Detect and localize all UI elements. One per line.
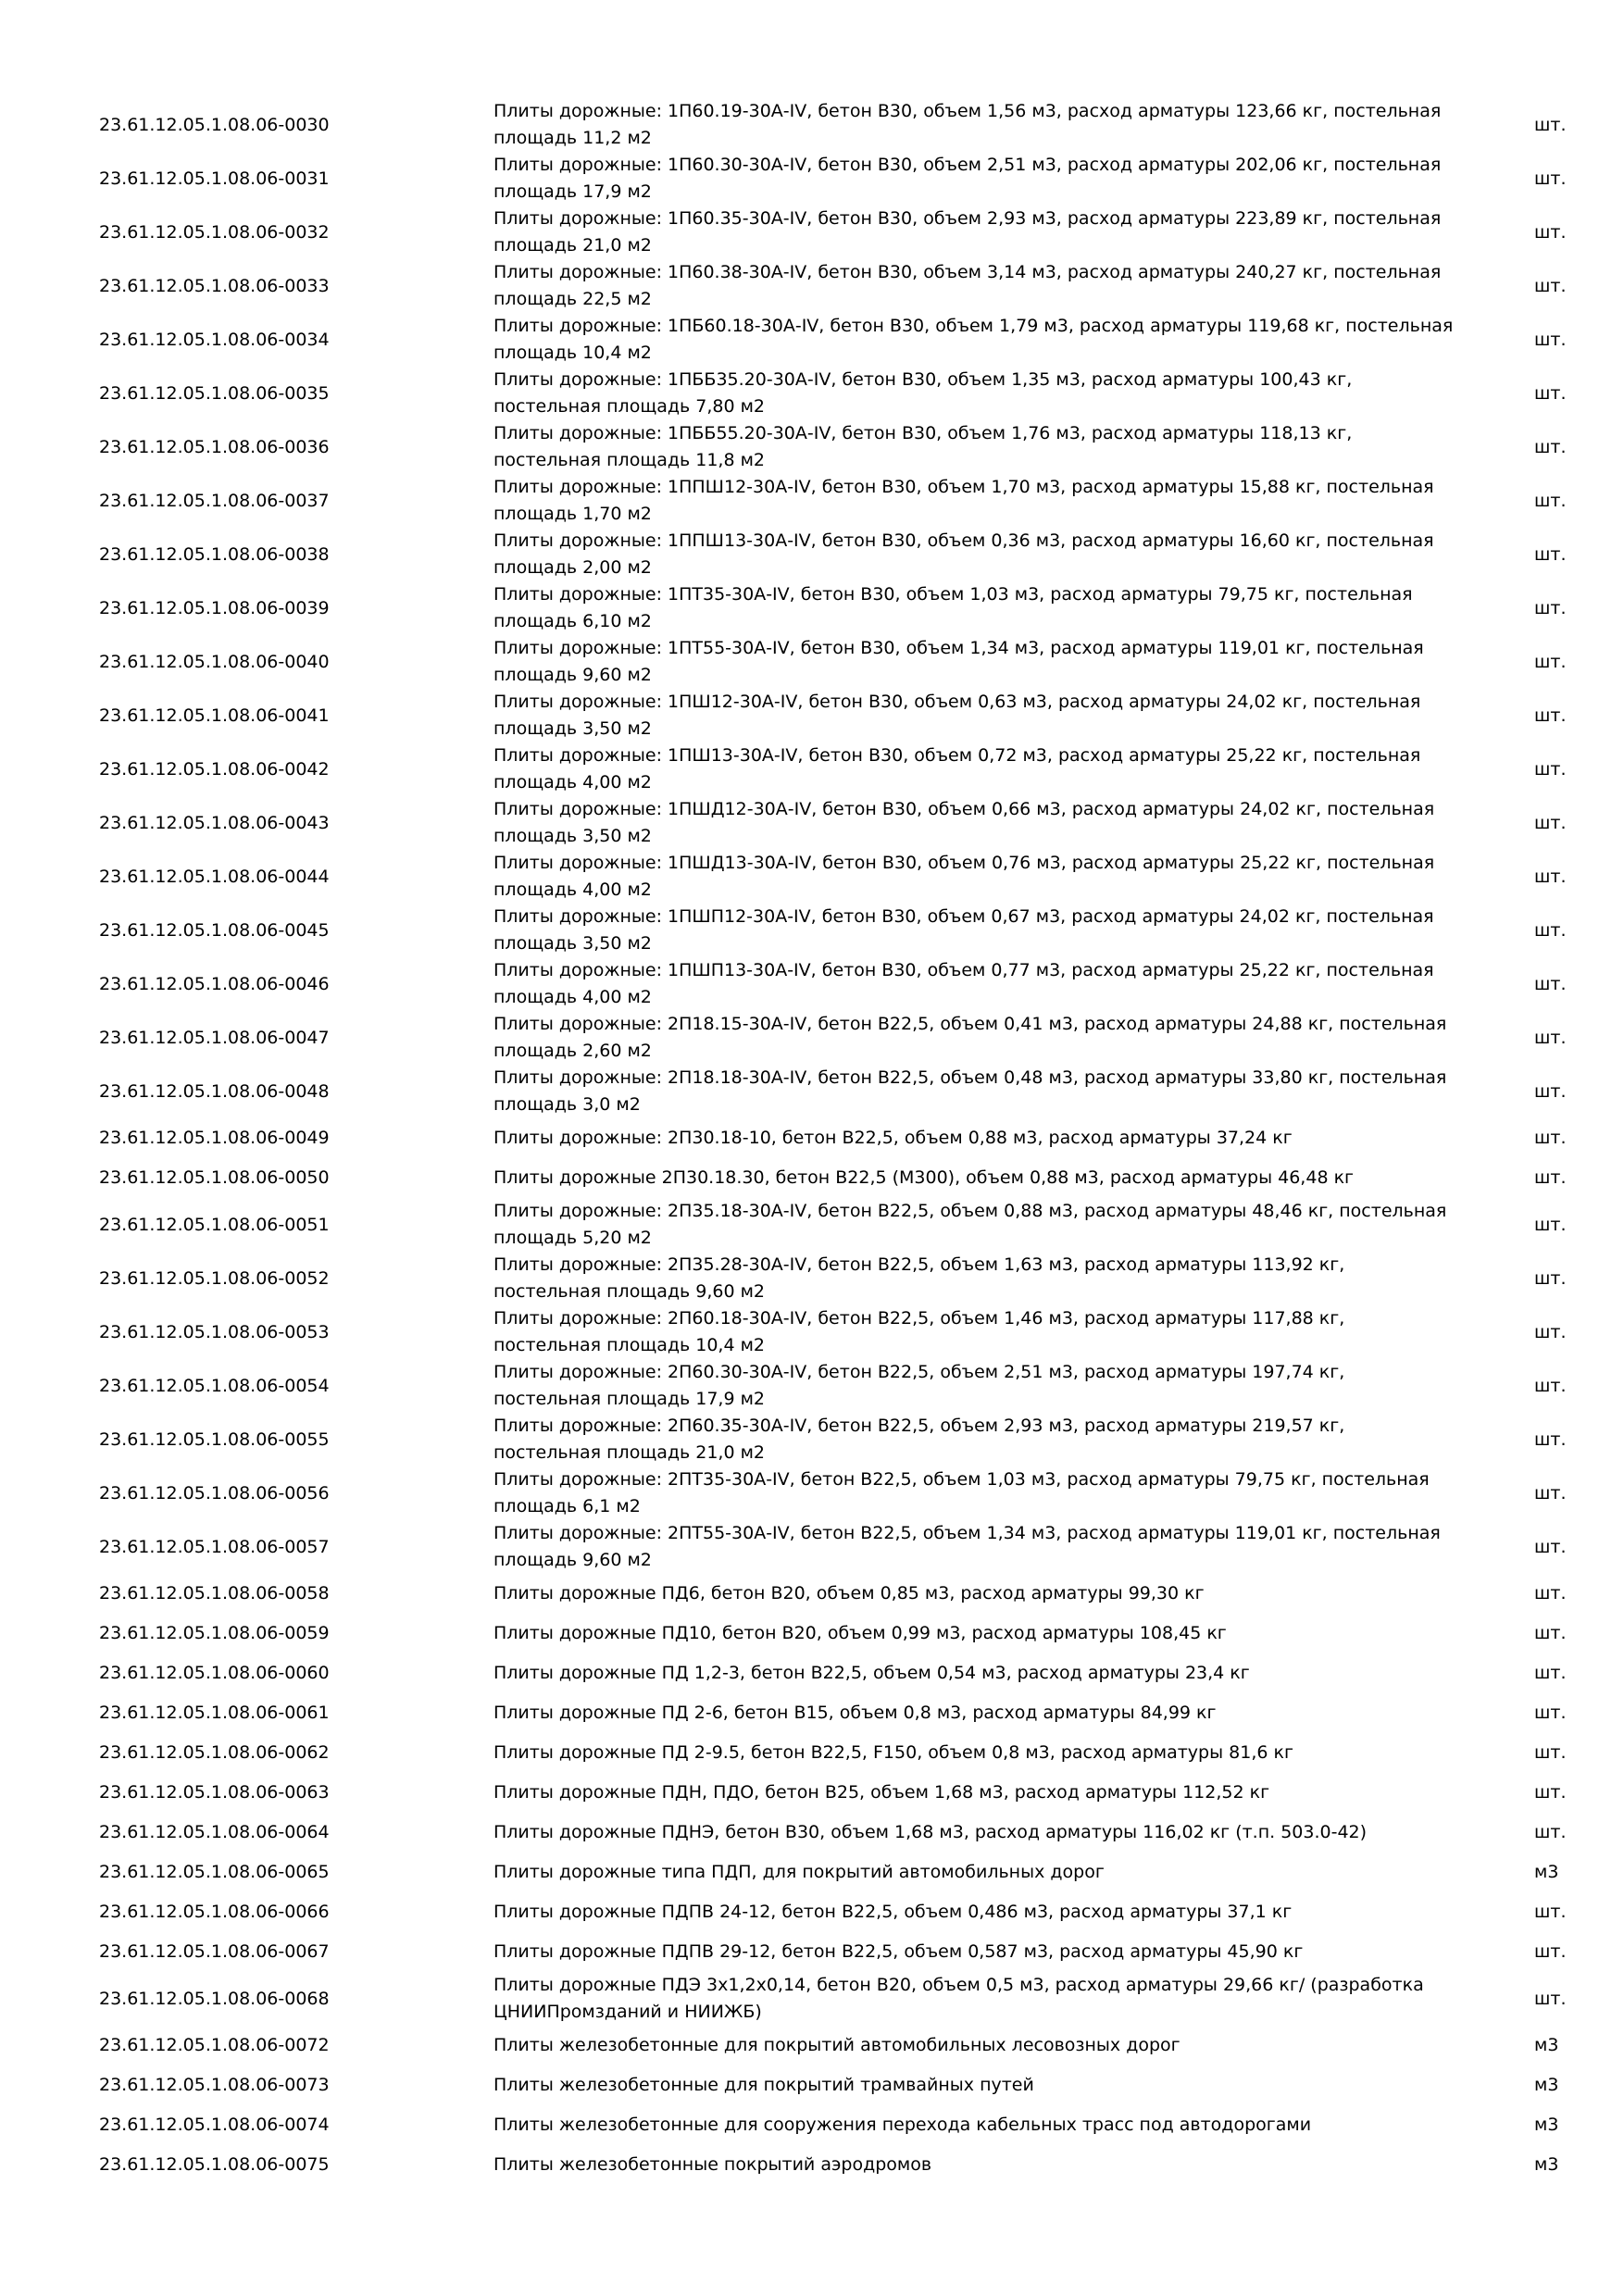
description-line: Плиты дорожные: 1ПББ55.20-30А-IV, бетон В30, объем 1,76 м3, расход арматуры 118,13 кг, (493, 423, 1353, 443)
item-code: 23.61.12.05.1.08.06-0032 (99, 222, 330, 243)
description-line: площадь 5,20 м2 (493, 1228, 652, 1248)
description-line: площадь 3,50 м2 (493, 826, 652, 846)
item-description (493, 98, 1493, 152)
item-description (493, 1779, 1493, 1806)
item-description (493, 742, 1493, 796)
item-unit: шт. (1534, 1429, 1567, 1450)
table-row (0, 1520, 1624, 1574)
item-description (493, 1939, 1493, 1965)
table-row (0, 581, 1624, 635)
table-row (0, 2026, 1624, 2065)
description-line: площадь 3,50 м2 (493, 718, 652, 739)
item-code: 23.61.12.05.1.08.06-0061 (99, 1703, 330, 1723)
item-unit: шт. (1534, 330, 1567, 350)
item-description (493, 1413, 1493, 1466)
item-code: 23.61.12.05.1.08.06-0059 (99, 1623, 330, 1643)
item-description (493, 474, 1493, 528)
description-line: Плиты дорожные ПД10, бетон В20, объем 0,99 м3, расход арматуры 108,45 кг (493, 1623, 1227, 1643)
description-line: Плиты железобетонные для покрытий автомобильных лесовозных дорог (493, 2035, 1181, 2055)
description-line: Плиты дорожные: 2П60.30-30А-IV, бетон В22,5, объем 2,51 м3, расход арматуры 197,74 кг, (493, 1362, 1345, 1382)
item-description (493, 581, 1493, 635)
table-row (0, 2065, 1624, 2105)
item-code: 23.61.12.05.1.08.06-0044 (99, 867, 330, 887)
item-code: 23.61.12.05.1.08.06-0054 (99, 1376, 330, 1396)
item-description (493, 796, 1493, 850)
item-description (493, 313, 1493, 367)
item-unit: шт. (1534, 1268, 1567, 1289)
item-unit: шт. (1534, 920, 1567, 941)
description-line: Плиты дорожные ПД 2-9.5, бетон В22,5, F150, объем 0,8 м3, расход арматуры 81,6 кг (493, 1742, 1293, 1763)
item-code: 23.61.12.05.1.08.06-0072 (99, 2035, 330, 2055)
item-unit: шт. (1534, 1822, 1567, 1842)
item-code: 23.61.12.05.1.08.06-0053 (99, 1322, 330, 1342)
description-line: Плиты дорожные: 2П60.35-30А-IV, бетон В22,5, объем 2,93 м3, расход арматуры 219,57 кг, (493, 1416, 1345, 1436)
description-line: площадь 6,10 м2 (493, 611, 652, 631)
table-row (0, 957, 1624, 1011)
item-unit: шт. (1534, 867, 1567, 887)
table-row (0, 98, 1624, 152)
item-code: 23.61.12.05.1.08.06-0056 (99, 1483, 330, 1504)
item-unit: шт. (1534, 115, 1567, 135)
item-unit: шт. (1534, 1583, 1567, 1603)
item-description (493, 528, 1493, 581)
item-description (493, 850, 1493, 904)
description-line: площадь 1,70 м2 (493, 504, 652, 524)
item-code: 23.61.12.05.1.08.06-0034 (99, 330, 330, 350)
description-line: Плиты дорожные: 2ПТ35-30А-IV, бетон В22,5, объем 1,03 м3, расход арматуры 79,75 кг, постельная (493, 1469, 1430, 1490)
description-line: Плиты дорожные ПДЭ 3х1,2х0,14, бетон В20, объем 0,5 м3, расход арматуры 29,66 кг/ (разработка (493, 1975, 1424, 1995)
item-code: 23.61.12.05.1.08.06-0063 (99, 1782, 330, 1803)
item-unit: шт. (1534, 276, 1567, 296)
item-unit: шт. (1534, 1941, 1567, 1962)
item-unit: шт. (1534, 437, 1567, 457)
item-description (493, 1359, 1493, 1413)
description-line: площадь 2,60 м2 (493, 1041, 652, 1061)
description-line: Плиты дорожные: 2ПТ55-30А-IV, бетон В22,5, объем 1,34 м3, расход арматуры 119,01 кг, постельная (493, 1523, 1441, 1543)
item-description (493, 206, 1493, 259)
item-unit: шт. (1534, 1322, 1567, 1342)
item-unit: м3 (1534, 2154, 1559, 2175)
item-description (493, 1305, 1493, 1359)
item-description (493, 1165, 1493, 1192)
item-code: 23.61.12.05.1.08.06-0060 (99, 1663, 330, 1683)
item-unit: шт. (1534, 1376, 1567, 1396)
description-line: Плиты дорожные: 1ППШ12-30А-IV, бетон В30, объем 1,70 м3, расход арматуры 15,88 кг, постельная (493, 477, 1434, 497)
item-unit: шт. (1534, 1623, 1567, 1643)
description-line: Плиты дорожные: 1ПШ12-30А-IV, бетон В30, объем 0,63 м3, расход арматуры 24,02 кг, постельная (493, 692, 1421, 712)
description-line: площадь 4,00 м2 (493, 772, 652, 792)
description-line: площадь 21,0 м2 (493, 235, 652, 256)
description-line: постельная площадь 10,4 м2 (493, 1335, 765, 1355)
description-line: Плиты дорожные ПД6, бетон В20, объем 0,85 м3, расход арматуры 99,30 кг (493, 1583, 1205, 1603)
table-row (0, 1359, 1624, 1413)
description-line: Плиты дорожные: 1ПШ13-30А-IV, бетон В30, объем 0,72 м3, расход арматуры 25,22 кг, постельная (493, 745, 1421, 766)
table-row (0, 689, 1624, 742)
item-code: 23.61.12.05.1.08.06-0048 (99, 1081, 330, 1102)
item-description (493, 1700, 1493, 1727)
table-row (0, 2105, 1624, 2145)
description-line: Плиты дорожные ПДНЭ, бетон В30, объем 1,68 м3, расход арматуры 116,02 кг (т.п. 503.0-42) (493, 1822, 1368, 1842)
item-code: 23.61.12.05.1.08.06-0052 (99, 1268, 330, 1289)
description-line: площадь 6,1 м2 (493, 1496, 641, 1516)
item-code: 23.61.12.05.1.08.06-0036 (99, 437, 330, 457)
description-line: Плиты дорожные: 1ПТ55-30А-IV, бетон В30, объем 1,34 м3, расход арматуры 119,01 кг, постельная (493, 638, 1424, 658)
item-code: 23.61.12.05.1.08.06-0049 (99, 1128, 330, 1148)
description-line: площадь 3,50 м2 (493, 933, 652, 954)
item-code: 23.61.12.05.1.08.06-0040 (99, 652, 330, 672)
item-code: 23.61.12.05.1.08.06-0037 (99, 491, 330, 511)
description-line: Плиты дорожные: 1П60.35-30А-IV, бетон В30, объем 2,93 м3, расход арматуры 223,89 кг, постельная (493, 208, 1442, 229)
item-unit: м3 (1534, 2115, 1559, 2135)
item-unit: шт. (1534, 222, 1567, 243)
description-line: ЦНИИПромзданий и НИИЖБ) (493, 2002, 762, 2022)
item-code: 23.61.12.05.1.08.06-0073 (99, 2075, 330, 2095)
description-line: Плиты дорожные ПДН, ПДО, бетон В25, объем 1,68 м3, расход арматуры 112,52 кг (493, 1782, 1270, 1803)
description-line: Плиты железобетонные покрытий аэродромов (493, 2154, 932, 2175)
table-row (0, 1693, 1624, 1733)
table-row (0, 1466, 1624, 1520)
description-line: Плиты дорожные: 2П35.28-30А-IV, бетон В22,5, объем 1,63 м3, расход арматуры 113,92 кг, (493, 1254, 1345, 1275)
item-unit: шт. (1534, 813, 1567, 833)
item-code: 23.61.12.05.1.08.06-0035 (99, 383, 330, 404)
item-unit: шт. (1534, 598, 1567, 618)
item-unit: шт. (1534, 1989, 1567, 2009)
item-unit: м3 (1534, 2075, 1559, 2095)
item-code: 23.61.12.05.1.08.06-0066 (99, 1902, 330, 1922)
description-line: постельная площадь 7,80 м2 (493, 396, 765, 417)
description-line: Плиты дорожные ПД 1,2-3, бетон В22,5, объем 0,54 м3, расход арматуры 23,4 кг (493, 1663, 1250, 1683)
item-description (493, 1620, 1493, 1647)
table-row (0, 1198, 1624, 1252)
item-unit: шт. (1534, 759, 1567, 780)
table-row (0, 1853, 1624, 1892)
table-row (0, 1932, 1624, 1972)
item-description (493, 1740, 1493, 1766)
item-code: 23.61.12.05.1.08.06-0068 (99, 1989, 330, 2009)
table-row (0, 1065, 1624, 1118)
item-code: 23.61.12.05.1.08.06-0067 (99, 1941, 330, 1962)
table-row (0, 1972, 1624, 2026)
table-row (0, 1733, 1624, 1773)
item-description (493, 1466, 1493, 1520)
item-description (493, 1859, 1493, 1886)
table-row (0, 1305, 1624, 1359)
table-row (0, 1614, 1624, 1653)
item-code: 23.61.12.05.1.08.06-0047 (99, 1028, 330, 1048)
table-row (0, 1773, 1624, 1813)
item-unit: шт. (1534, 544, 1567, 565)
item-unit: шт. (1534, 1215, 1567, 1235)
item-unit: шт. (1534, 168, 1567, 189)
description-line: Плиты железобетонные для покрытий трамвайных путей (493, 2075, 1034, 2095)
description-line: постельная площадь 9,60 м2 (493, 1281, 765, 1302)
description-line: Плиты дорожные: 1ПШП12-30А-IV, бетон В30, объем 0,67 м3, расход арматуры 24,02 кг, постельная (493, 906, 1434, 927)
item-description (493, 1660, 1493, 1687)
item-unit: шт. (1534, 652, 1567, 672)
description-line: Плиты железобетонные для сооружения перехода кабельных трасс под автодорогами (493, 2115, 1312, 2135)
item-description (493, 957, 1493, 1011)
description-line: Плиты дорожные: 1ПББ35.20-30А-IV, бетон В30, объем 1,35 м3, расход арматуры 100,43 кг, (493, 369, 1353, 390)
table-row (0, 259, 1624, 313)
description-line: Плиты дорожные ПД 2-6, бетон В15, объем 0,8 м3, расход арматуры 84,99 кг (493, 1703, 1217, 1723)
table-row (0, 528, 1624, 581)
description-line: площадь 3,0 м2 (493, 1094, 641, 1115)
table-row (0, 796, 1624, 850)
description-line: Плиты дорожные: 1ППШ13-30А-IV, бетон В30, объем 0,36 м3, расход арматуры 16,60 кг, постельная (493, 530, 1434, 551)
item-description (493, 152, 1493, 206)
description-line: Плиты дорожные: 1П60.38-30А-IV, бетон В30, объем 3,14 м3, расход арматуры 240,27 кг, постельная (493, 262, 1442, 282)
item-unit: шт. (1534, 1703, 1567, 1723)
item-code: 23.61.12.05.1.08.06-0057 (99, 1537, 330, 1557)
description-line: Плиты дорожные: 2П30.18-10, бетон В22,5, объем 0,88 м3, расход арматуры 37,24 кг (493, 1128, 1293, 1148)
item-description (493, 1252, 1493, 1305)
item-description (493, 689, 1493, 742)
table-row (0, 1011, 1624, 1065)
item-unit: шт. (1534, 1081, 1567, 1102)
table-row (0, 850, 1624, 904)
description-line: Плиты дорожные: 1ПБ60.18-30А-IV, бетон В30, объем 1,79 м3, расход арматуры 119,68 кг, постельная (493, 316, 1454, 336)
item-description (493, 1819, 1493, 1846)
item-description (493, 420, 1493, 474)
item-description (493, 1011, 1493, 1065)
table-row (0, 474, 1624, 528)
table-row (0, 1813, 1624, 1853)
item-unit: шт. (1534, 1483, 1567, 1504)
item-code: 23.61.12.05.1.08.06-0030 (99, 115, 330, 135)
description-line: Плиты дорожные: 1П60.30-30А-IV, бетон В30, объем 2,51 м3, расход арматуры 202,06 кг, постельная (493, 155, 1442, 175)
item-description (493, 1125, 1493, 1152)
item-unit: шт. (1534, 705, 1567, 726)
item-unit: шт. (1534, 1537, 1567, 1557)
description-line: Плиты дорожные: 1ПШД13-30А-IV, бетон В30, объем 0,76 м3, расход арматуры 25,22 кг, постельная (493, 853, 1435, 873)
description-line: Плиты дорожные: 1ПШД12-30А-IV, бетон В30, объем 0,66 м3, расход арматуры 24,02 кг, постельная (493, 799, 1435, 819)
item-code: 23.61.12.05.1.08.06-0055 (99, 1429, 330, 1450)
table-row (0, 1574, 1624, 1614)
item-code: 23.61.12.05.1.08.06-0075 (99, 2154, 330, 2175)
description-line: Плиты дорожные: 2П18.18-30А-IV, бетон В22,5, объем 0,48 м3, расход арматуры 33,80 кг, постельная (493, 1067, 1447, 1088)
table-row (0, 635, 1624, 689)
item-description (493, 1580, 1493, 1607)
description-line: площадь 17,9 м2 (493, 181, 652, 202)
description-line: Плиты дорожные: 1ПТ35-30А-IV, бетон В30, объем 1,03 м3, расход арматуры 79,75 кг, постельная (493, 584, 1413, 605)
item-unit: шт. (1534, 1663, 1567, 1683)
item-unit: м3 (1534, 1862, 1559, 1882)
item-code: 23.61.12.05.1.08.06-0041 (99, 705, 330, 726)
item-unit: шт. (1534, 1028, 1567, 1048)
item-description (493, 1065, 1493, 1118)
item-code: 23.61.12.05.1.08.06-0042 (99, 759, 330, 780)
description-line: Плиты дорожные: 2П60.18-30А-IV, бетон В22,5, объем 1,46 м3, расход арматуры 117,88 кг, (493, 1308, 1345, 1329)
item-unit: м3 (1534, 2035, 1559, 2055)
item-description (493, 1198, 1493, 1252)
table-row (0, 1653, 1624, 1693)
item-description (493, 2072, 1493, 2099)
item-description (493, 2112, 1493, 2139)
item-unit: шт. (1534, 1742, 1567, 1763)
description-line: Плиты дорожные 2П30.18.30, бетон В22,5 (М300), объем 0,88 м3, расход арматуры 46,48 кг (493, 1167, 1355, 1188)
item-unit: шт. (1534, 1782, 1567, 1803)
item-code: 23.61.12.05.1.08.06-0046 (99, 974, 330, 994)
table-row (0, 1413, 1624, 1466)
item-description (493, 367, 1493, 420)
item-code: 23.61.12.05.1.08.06-0064 (99, 1822, 330, 1842)
table-row (0, 206, 1624, 259)
description-line: площадь 9,60 м2 (493, 665, 652, 685)
table-row (0, 1892, 1624, 1932)
item-code: 23.61.12.05.1.08.06-0033 (99, 276, 330, 296)
item-code: 23.61.12.05.1.08.06-0038 (99, 544, 330, 565)
price-list-table (0, 98, 1624, 2185)
item-code: 23.61.12.05.1.08.06-0045 (99, 920, 330, 941)
item-code: 23.61.12.05.1.08.06-0039 (99, 598, 330, 618)
description-line: площадь 11,2 м2 (493, 128, 652, 148)
description-line: площадь 4,00 м2 (493, 987, 652, 1007)
item-code: 23.61.12.05.1.08.06-0031 (99, 168, 330, 189)
description-line: Плиты дорожные: 2П18.15-30А-IV, бетон В22,5, объем 0,41 м3, расход арматуры 24,88 кг, постельная (493, 1014, 1447, 1034)
item-description (493, 259, 1493, 313)
table-row (0, 152, 1624, 206)
table-row (0, 742, 1624, 796)
table-row (0, 2145, 1624, 2185)
description-line: площадь 4,00 м2 (493, 880, 652, 900)
table-row (0, 1158, 1624, 1198)
description-line: площадь 9,60 м2 (493, 1550, 652, 1570)
description-line: площадь 10,4 м2 (493, 343, 652, 363)
item-unit: шт. (1534, 383, 1567, 404)
table-row (0, 367, 1624, 420)
item-unit: шт. (1534, 1902, 1567, 1922)
item-description (493, 1899, 1493, 1926)
item-unit: шт. (1534, 1167, 1567, 1188)
item-code: 23.61.12.05.1.08.06-0065 (99, 1862, 330, 1882)
item-description (493, 1972, 1493, 2026)
description-line: Плиты дорожные: 1ПШП13-30А-IV, бетон В30, объем 0,77 м3, расход арматуры 25,22 кг, постельная (493, 960, 1434, 980)
item-unit: шт. (1534, 491, 1567, 511)
item-unit: шт. (1534, 1128, 1567, 1148)
item-code: 23.61.12.05.1.08.06-0058 (99, 1583, 330, 1603)
description-line: Плиты дорожные ПДПВ 29-12, бетон В22,5, объем 0,587 м3, расход арматуры 45,90 кг (493, 1941, 1304, 1962)
item-code: 23.61.12.05.1.08.06-0050 (99, 1167, 330, 1188)
item-unit: шт. (1534, 974, 1567, 994)
table-row (0, 904, 1624, 957)
table-row (0, 1252, 1624, 1305)
item-description (493, 2032, 1493, 2059)
item-description (493, 2152, 1493, 2178)
item-code: 23.61.12.05.1.08.06-0074 (99, 2115, 330, 2135)
description-line: Плиты дорожные ПДПВ 24-12, бетон В22,5, объем 0,486 м3, расход арматуры 37,1 кг (493, 1902, 1293, 1922)
table-row (0, 1118, 1624, 1158)
table-row (0, 420, 1624, 474)
description-line: постельная площадь 11,8 м2 (493, 450, 765, 470)
table-row (0, 313, 1624, 367)
item-code: 23.61.12.05.1.08.06-0051 (99, 1215, 330, 1235)
item-code: 23.61.12.05.1.08.06-0062 (99, 1742, 330, 1763)
description-line: постельная площадь 17,9 м2 (493, 1389, 765, 1409)
description-line: постельная площадь 21,0 м2 (493, 1442, 765, 1463)
description-line: Плиты дорожные: 1П60.19-30А-IV, бетон В30, объем 1,56 м3, расход арматуры 123,66 кг, постельная (493, 101, 1442, 121)
description-line: площадь 22,5 м2 (493, 289, 652, 309)
item-code: 23.61.12.05.1.08.06-0043 (99, 813, 330, 833)
description-line: Плиты дорожные: 2П35.18-30А-IV, бетон В22,5, объем 0,88 м3, расход арматуры 48,46 кг, постельная (493, 1201, 1447, 1221)
item-description (493, 904, 1493, 957)
description-line: Плиты дорожные типа ПДП, для покрытий автомобильных дорог (493, 1862, 1105, 1882)
item-description (493, 1520, 1493, 1574)
item-description (493, 635, 1493, 689)
description-line: площадь 2,00 м2 (493, 557, 652, 578)
